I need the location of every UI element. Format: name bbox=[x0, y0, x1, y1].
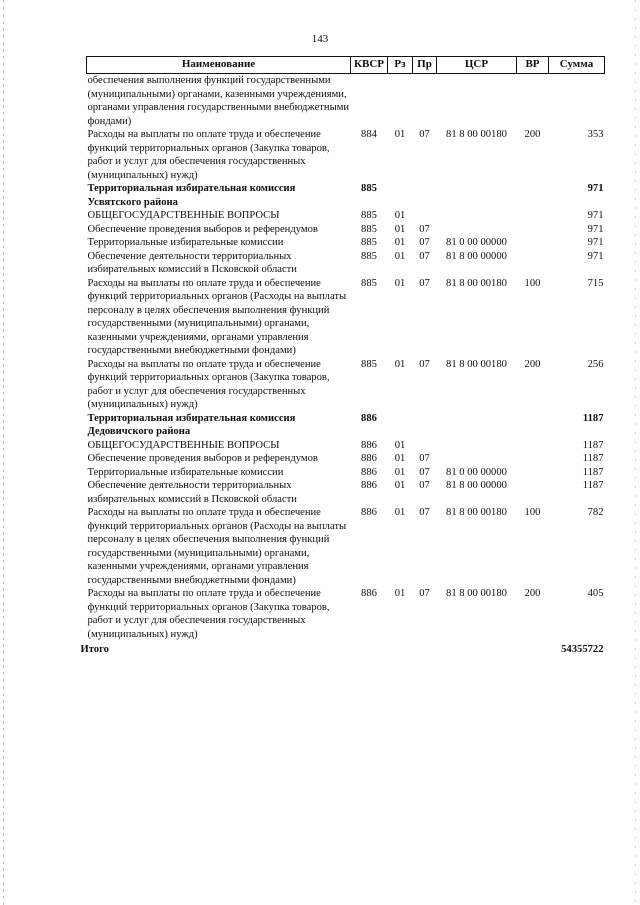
cell-csr: 81 8 00 00180 bbox=[446, 129, 507, 140]
cell-vr: 200 bbox=[524, 588, 541, 599]
table-row bbox=[87, 236, 605, 250]
cell-kvsr: 884 bbox=[361, 129, 377, 140]
cell-kvsr: 885 bbox=[361, 237, 377, 248]
header-vr: ВР bbox=[517, 57, 549, 74]
header-rz: Рз bbox=[388, 57, 413, 74]
table-row bbox=[87, 223, 605, 237]
total-empty-cell bbox=[437, 641, 517, 657]
cell-rz: 01 bbox=[394, 210, 406, 221]
cell-name: Расходы на выплаты по оплате труда и обеспечение функций территориальных органов (Закупка товаров, работ и услуг для обеспечения государственных (муниципальных) нужд) bbox=[87, 129, 330, 181]
cell-csr bbox=[437, 439, 517, 453]
cell-pr: 07 bbox=[419, 237, 430, 248]
cell-vr: 200 bbox=[524, 129, 541, 140]
table-body bbox=[80, 74, 605, 657]
table-row bbox=[87, 128, 605, 182]
cell-sum: 971 bbox=[587, 237, 604, 248]
cell-rz bbox=[388, 74, 413, 129]
cell-kvsr: 885 bbox=[361, 223, 377, 235]
cell-rz: 01 bbox=[394, 129, 406, 140]
cell-pr: 07 bbox=[419, 466, 430, 478]
cell-csr: 81 0 00 00000 bbox=[446, 237, 507, 248]
page-number: 143 bbox=[311, 33, 329, 45]
cell-csr bbox=[437, 223, 517, 237]
cell-pr bbox=[413, 412, 437, 439]
cell-pr: 07 bbox=[419, 480, 430, 491]
cell-pr bbox=[413, 74, 437, 129]
cell-vr bbox=[517, 412, 549, 439]
cell-csr bbox=[437, 209, 517, 223]
cell-sum: 1187 bbox=[582, 466, 604, 478]
cell-name: Территориальные избирательные комиссии bbox=[87, 466, 284, 478]
table-row bbox=[87, 209, 605, 223]
table-header-row bbox=[87, 57, 605, 74]
cell-vr bbox=[517, 452, 549, 466]
cell-vr bbox=[517, 223, 549, 237]
cell-csr: 81 8 00 00180 bbox=[446, 588, 507, 599]
total-row bbox=[87, 641, 605, 657]
cell-pr bbox=[413, 182, 437, 209]
cell-name: Обеспечение проведения выборов и референдумов bbox=[87, 453, 318, 464]
cell-name: Территориальные избирательные комиссии bbox=[87, 237, 284, 248]
cell-rz bbox=[388, 412, 413, 439]
cell-csr: 81 8 00 00180 bbox=[446, 277, 507, 289]
total-empty-cell bbox=[388, 641, 413, 657]
cell-pr: 07 bbox=[419, 223, 430, 235]
cell-csr: 81 8 00 00000 bbox=[446, 250, 507, 262]
cell-pr: 07 bbox=[419, 453, 430, 464]
cell-name: Расходы на выплаты по оплате труда и обеспечение функций территориальных органов (Закупка товаров, работ и услуг для обеспечения государственных (муниципальных) нужд) bbox=[87, 588, 330, 640]
table-row bbox=[87, 412, 605, 439]
table-row bbox=[87, 74, 605, 129]
cell-kvsr: 886 bbox=[361, 480, 377, 491]
budget-table bbox=[80, 56, 605, 657]
cell-vr bbox=[517, 479, 549, 506]
cell-name: обеспечения выполнения функций государственными (муниципальными) органами, казенными учреждениями, органами управления государственными внебюджетными фондами) bbox=[87, 75, 350, 127]
cell-pr: 07 bbox=[419, 250, 430, 262]
cell-sum: 971 bbox=[587, 183, 604, 194]
header-pr: Пр bbox=[413, 57, 437, 74]
cell-name: Обеспечение деятельности территориальных избирательных комиссий в Псковской области bbox=[87, 480, 297, 505]
table-row bbox=[87, 182, 605, 209]
cell-vr: 100 bbox=[524, 507, 541, 518]
cell-name: ОБЩЕГОСУДАРСТВЕННЫЕ ВОПРОСЫ bbox=[87, 210, 280, 221]
cell-vr: 200 bbox=[524, 358, 541, 370]
table-row bbox=[87, 358, 605, 412]
cell-sum: 1187 bbox=[582, 480, 604, 491]
cell-pr bbox=[413, 209, 437, 223]
cell-sum: 256 bbox=[587, 358, 604, 370]
cell-kvsr: 885 bbox=[361, 277, 377, 289]
cell-kvsr: 886 bbox=[361, 507, 377, 518]
cell-csr bbox=[437, 452, 517, 466]
cell-vr bbox=[517, 74, 549, 129]
table-row bbox=[87, 277, 605, 358]
table-row bbox=[87, 452, 605, 466]
cell-rz bbox=[388, 182, 413, 209]
cell-rz: 01 bbox=[394, 223, 406, 235]
cell-vr bbox=[517, 439, 549, 453]
header-sum: Сумма bbox=[549, 57, 605, 74]
cell-pr: 07 bbox=[419, 507, 430, 518]
cell-csr: 81 0 00 00000 bbox=[446, 466, 507, 478]
cell-rz: 01 bbox=[394, 507, 406, 518]
cell-csr: 81 8 00 00000 bbox=[446, 480, 507, 491]
table-row bbox=[87, 439, 605, 453]
total-label: Итого bbox=[80, 644, 109, 655]
cell-kvsr: 886 bbox=[361, 412, 377, 424]
cell-kvsr: 886 bbox=[361, 466, 377, 478]
cell-csr bbox=[437, 182, 517, 209]
cell-name: Обеспечение деятельности территориальных избирательных комиссий в Псковской области bbox=[87, 250, 297, 275]
cell-sum: 715 bbox=[587, 277, 604, 289]
cell-rz: 01 bbox=[394, 453, 406, 464]
cell-csr: 81 8 00 00180 bbox=[446, 507, 507, 518]
cell-name: Территориальная избирательная комиссия Усвятского района bbox=[87, 183, 296, 208]
cell-pr: 07 bbox=[419, 588, 430, 599]
cell-sum: 971 bbox=[587, 250, 604, 262]
table-row bbox=[87, 506, 605, 587]
scan-edge-left bbox=[3, 0, 4, 905]
cell-sum: 353 bbox=[587, 129, 604, 140]
total-sum: 54355722 bbox=[561, 644, 604, 655]
cell-rz: 01 bbox=[394, 588, 406, 599]
cell-rz: 01 bbox=[394, 277, 406, 289]
cell-vr bbox=[517, 236, 549, 250]
cell-vr bbox=[517, 466, 549, 480]
cell-name: Обеспечение проведения выборов и референдумов bbox=[87, 223, 318, 235]
cell-kvsr: 885 bbox=[361, 250, 377, 262]
cell-vr: 100 bbox=[524, 277, 541, 289]
header-name: Наименование bbox=[87, 57, 351, 74]
total-empty-cell bbox=[517, 641, 549, 657]
cell-sum: 971 bbox=[587, 210, 604, 221]
cell-pr bbox=[413, 439, 437, 453]
cell-sum: 971 bbox=[587, 223, 604, 235]
cell-csr: 81 8 00 00180 bbox=[446, 358, 507, 370]
table-row bbox=[87, 250, 605, 277]
cell-sum: 782 bbox=[587, 507, 604, 518]
cell-kvsr: 886 bbox=[361, 453, 377, 464]
cell-sum: 1187 bbox=[582, 453, 604, 464]
cell-pr: 07 bbox=[419, 129, 430, 140]
table-row bbox=[87, 466, 605, 480]
cell-vr bbox=[517, 182, 549, 209]
cell-vr bbox=[517, 209, 549, 223]
cell-kvsr: 886 bbox=[361, 588, 377, 599]
cell-rz: 01 bbox=[394, 480, 406, 491]
cell-kvsr bbox=[351, 74, 388, 129]
cell-vr bbox=[517, 250, 549, 277]
cell-kvsr: 885 bbox=[361, 183, 377, 194]
cell-rz: 01 bbox=[394, 466, 406, 478]
cell-kvsr: 885 bbox=[361, 210, 377, 221]
cell-sum: 405 bbox=[587, 588, 604, 599]
cell-name: Расходы на выплаты по оплате труда и обеспечение функций территориальных органов (Закупка товаров, работ и услуг для обеспечения государственных (муниципальных) нужд) bbox=[87, 358, 330, 410]
cell-sum: 1187 bbox=[582, 412, 604, 424]
table-row bbox=[87, 587, 605, 641]
header-kvsr: КВСР bbox=[351, 57, 388, 74]
cell-sum bbox=[549, 74, 605, 129]
cell-rz: 01 bbox=[394, 439, 406, 451]
total-empty-cell bbox=[413, 641, 437, 657]
cell-name: Расходы на выплаты по оплате труда и обеспечение функций территориальных органов (Расходы на выплаты персоналу в целях обеспечения выполнения функций государственными (муниципальными) органами, казенными учреждениями, органами управления государственными внебюджетными фондами) bbox=[87, 277, 347, 356]
scan-edge-right bbox=[635, 0, 636, 905]
cell-kvsr: 886 bbox=[361, 439, 377, 451]
cell-pr: 07 bbox=[419, 358, 430, 370]
header-csr: ЦСР bbox=[437, 57, 517, 74]
cell-sum: 1187 bbox=[582, 439, 604, 451]
cell-csr bbox=[437, 412, 517, 439]
cell-rz: 01 bbox=[394, 237, 406, 248]
cell-csr bbox=[437, 74, 517, 129]
cell-rz: 01 bbox=[394, 358, 406, 370]
cell-pr: 07 bbox=[419, 277, 430, 289]
total-empty-cell bbox=[351, 641, 388, 657]
cell-name: Расходы на выплаты по оплате труда и обеспечение функций территориальных органов (Расходы на выплаты персоналу в целях обеспечения выполнения функций государственными (муниципальными) органами, казенными учреждениями, органами управления государственными внебюджетными фондами) bbox=[87, 507, 347, 586]
cell-kvsr: 885 bbox=[361, 358, 377, 370]
cell-rz: 01 bbox=[394, 250, 406, 262]
cell-name: Территориальная избирательная комиссия Дедовичского района bbox=[87, 412, 296, 437]
table-row bbox=[87, 479, 605, 506]
cell-name: ОБЩЕГОСУДАРСТВЕННЫЕ ВОПРОСЫ bbox=[87, 439, 280, 451]
